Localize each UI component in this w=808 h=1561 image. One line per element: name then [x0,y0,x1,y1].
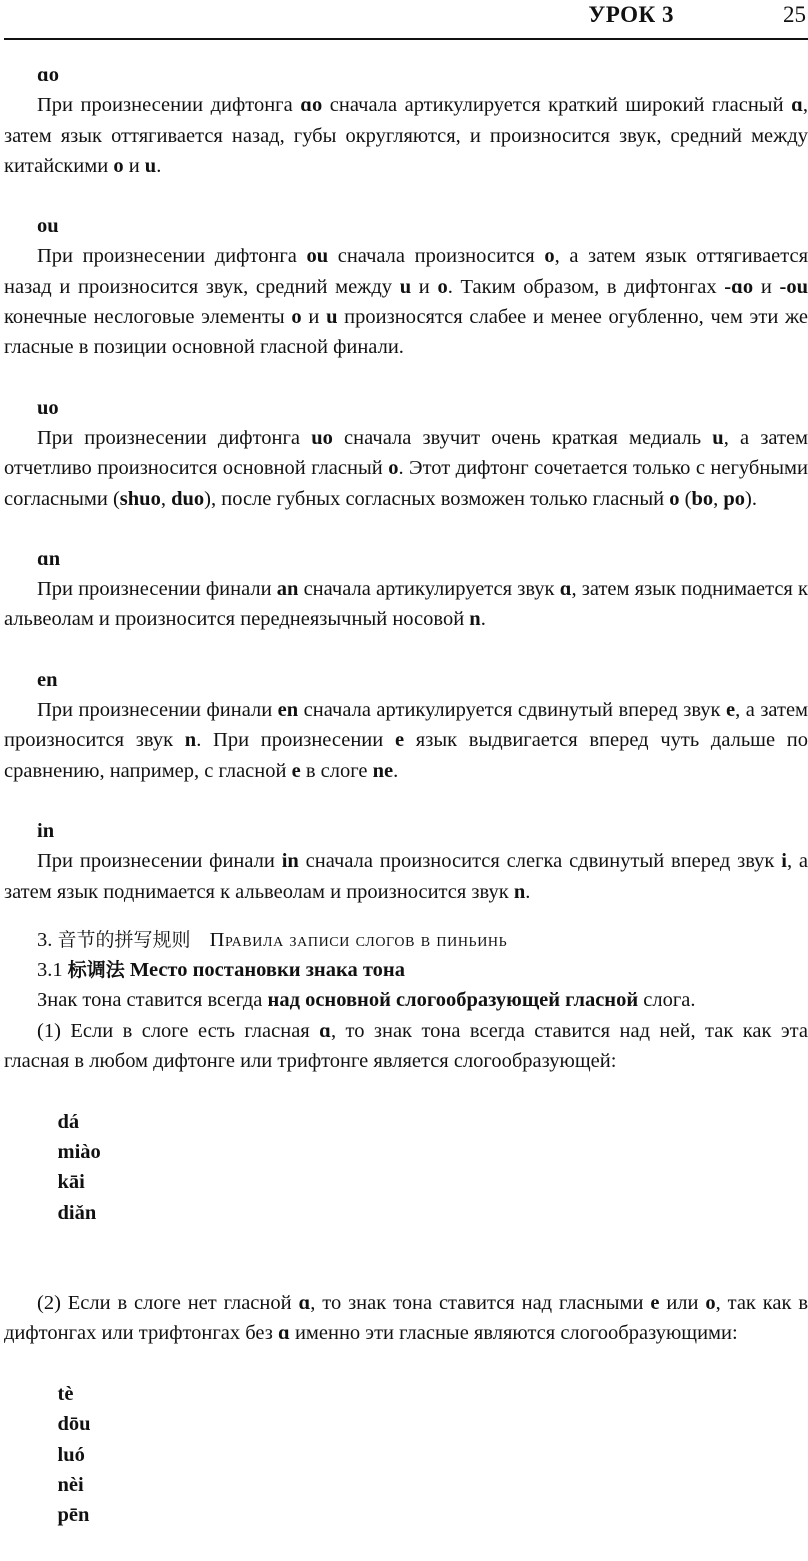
final-heading: uo [37,396,59,419]
pinyin-example: luó [57,1443,85,1466]
final-description: При произнесении дифтонга ou сначала произносится o, а затем язык оттягивается назад и произносится звук, средний между u и o. Таким образом, в дифтонгах -ɑo и -ou конечные неслоговые элементы o и u произносятся слабее и менее огубленно, чем эти же гласные в позиции основной гласной финали. [4,245,808,359]
pinyin-example: pēn [57,1504,90,1527]
pinyin-example: diǎn [57,1201,97,1224]
page-body [4,60,808,1561]
rule-paragraph: (1) Если в слоге есть гласная ɑ, то знак тона всегда ставится над ней, так как эта гласная в любом дифтонге или трифтонге является слогообразующей: [4,1019,808,1073]
final-block [4,393,808,514]
pinyin-example: tè [57,1382,74,1405]
section-heading [4,925,808,955]
final-description: При произнесении дифтонга uo сначала звучит очень краткая медиаль u, а затем отчетливо произносится основной гласный o. Этот дифтонг сочетается только с негубными согласными (shuo, duo), после губных согласных возможен только гласный o (bo, po). [4,426,808,510]
pinyin-examples [4,1349,808,1561]
final-block [4,544,808,635]
pinyin-example: dá [57,1110,80,1133]
final-block [4,211,808,362]
rule-paragraph: (2) Если в слоге нет гласной ɑ, то знак тона ставится над гласными e или o, так как в дифтонгах или трифтонгах без ɑ именно эти гласные являются слогообразующими: [4,1292,808,1345]
rule-paragraph: Знак тона ставится всегда над основной слогообразующей гласной слога. [37,989,696,1012]
section-title: Правила записи слогов в пиньинь [209,928,508,951]
final-block [4,816,808,907]
final-description: При произнесении дифтонга ɑo сначала артикулируется краткий широкий гласный ɑ, затем язык оттягивается назад, губы округляются, и произносится звук, средний между китайскими o и u. [4,94,808,177]
final-heading: in [37,819,55,842]
final-description: При произнесении финали an сначала артикулируется звук ɑ, затем язык поднимается к альвеолам и произносится переднеязычный носовой n. [4,578,808,631]
page-number: 25 [783,2,806,27]
running-head [4,0,808,40]
lesson-label: УРОК 3 [588,2,674,27]
pinyin-examples [4,1076,808,1258]
section-chinese-title: 音节的拼写规则 [57,928,191,951]
final-heading: ɑn [37,547,61,570]
final-heading: en [37,668,58,691]
subsection-title: Место постановки знака тона [129,959,405,982]
pinyin-example: miào [57,1140,101,1163]
subsection-number: 3.1 [37,959,63,982]
section-number: 3. [37,928,53,951]
subsection-heading [4,955,808,985]
pinyin-example: nèi [57,1473,84,1496]
final-description: При произнесении финали en сначала артикулируется сдвинутый вперед звук e, а затем произносится звук n. При произнесении e язык выдвигается вперед чуть дальше по сравнению, например, с гласной e в слоге ne. [4,699,808,782]
final-block [4,665,808,786]
final-heading: ɑo [37,64,60,86]
final-heading: ou [37,215,59,238]
pinyin-example: kāi [57,1171,85,1194]
subsection-chinese-title: 标调法 [67,959,125,982]
final-block [4,60,808,181]
pinyin-example: dōu [57,1413,91,1436]
final-description: При произнесении финали in сначала произносится слегка сдвинутый вперед звук i, а затем язык поднимается к альвеолам и произносится звук n. [4,850,808,903]
